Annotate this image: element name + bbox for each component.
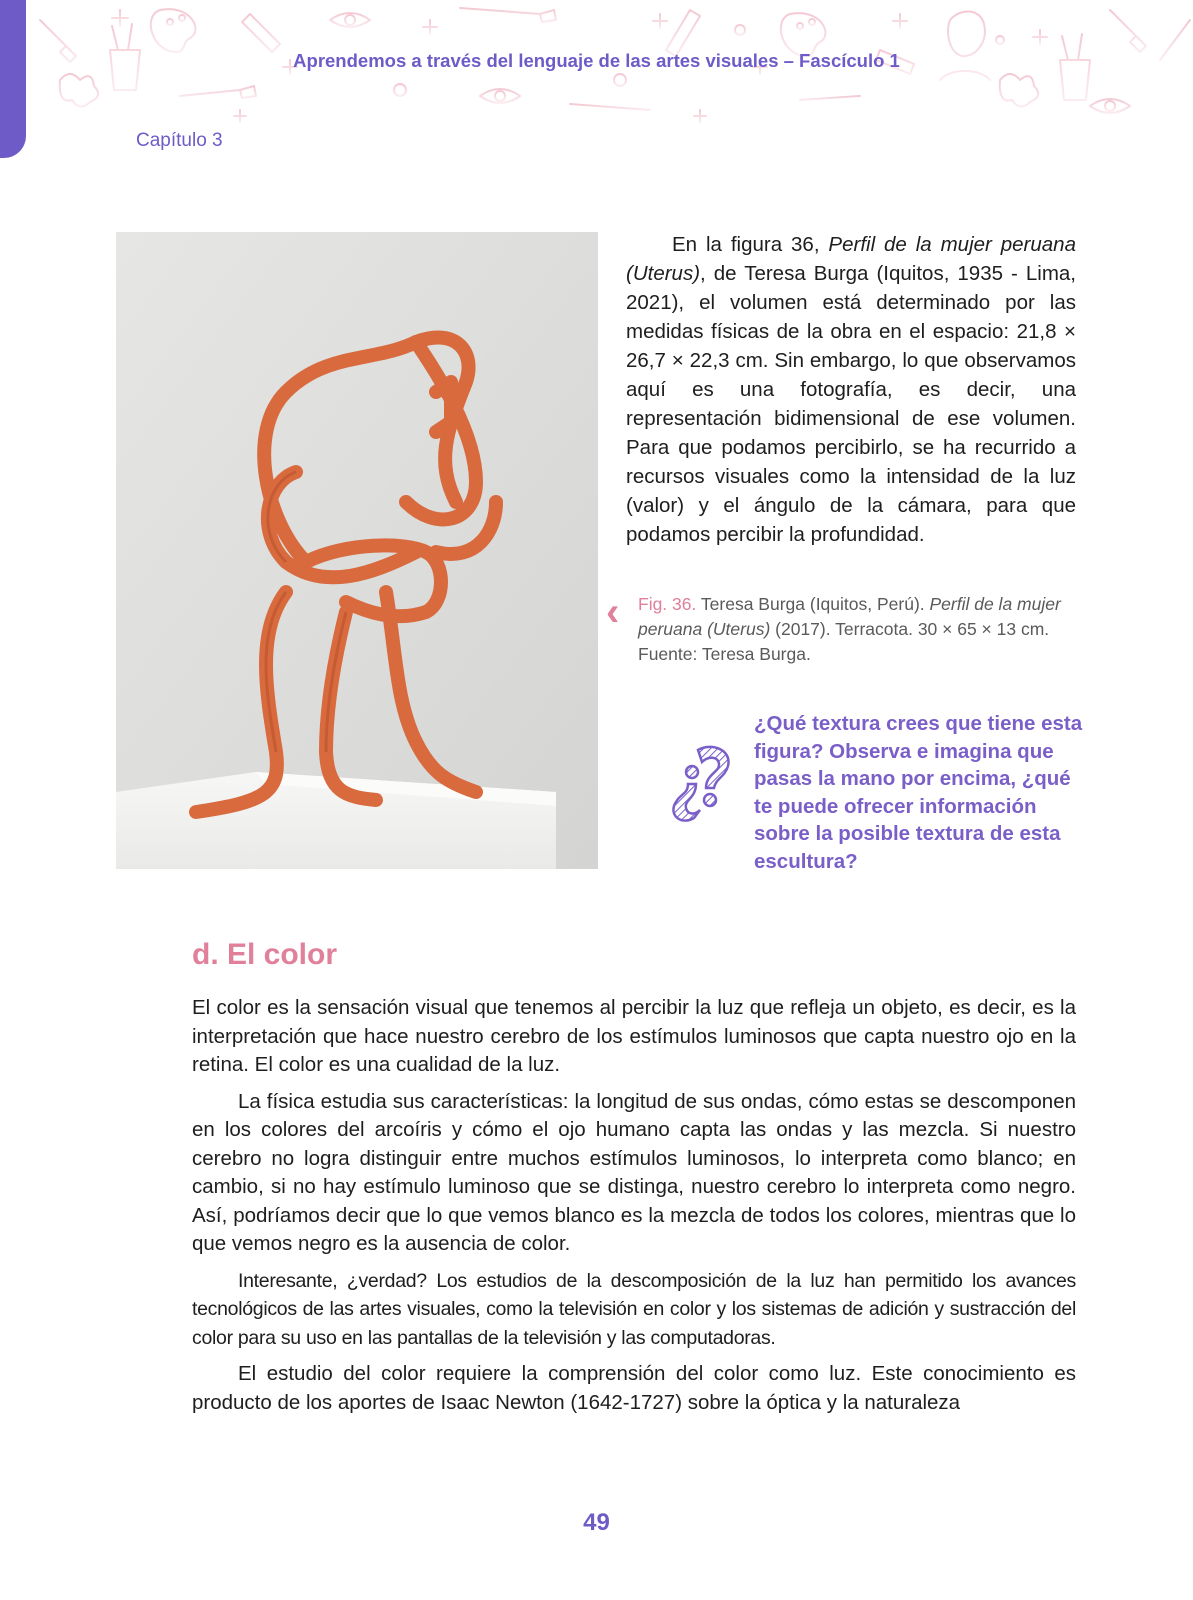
figure-label: Fig. 36.	[638, 594, 697, 614]
section-title: d. El color	[192, 938, 338, 971]
caption-details: (2017). Terracota. 30 × 65 × 13 cm. Fuente: Teresa Burga.	[638, 619, 1050, 664]
intro-text-start: En la figura 36,	[672, 233, 829, 256]
intro-paragraph	[626, 230, 1076, 549]
section-body	[192, 994, 1076, 1425]
eye-doodle-1	[330, 13, 370, 27]
brush-doodle-7	[800, 96, 860, 100]
brush-doodle-6	[570, 104, 650, 110]
paragraph-4: El estudio del color requiere la comprensión del color como luz. Este conocimiento es producto de los aportes de Isaac Newton (1642-1727) sobre la óptica y la naturaleza	[192, 1362, 1076, 1414]
publication-title: Aprendemos a través del lenguaje de las artes visuales – Fascículo 1	[293, 50, 900, 71]
paragraph-2: La física estudia sus características: la longitud de sus ondas, cómo estas se descomponen en los colores del arcoíris y cómo el ojo humano capta las ondas y las mezcla. Si nuestro cerebro no logra distinguir entre muchos estímulos luminosos, lo interpreta como blanco; en cambio, si no hay estímulo luminoso que se distinga, nuestro cerebro lo interpreta como negro. Así, podríamos decir que lo que vemos blanco es la mezcla de todos los colores, mientras que lo que vemos negro es la ausencia de color.	[192, 1089, 1076, 1255]
splash-doodle-1	[60, 74, 98, 107]
intro-text-rest: , de Teresa Burga (Iquitos, 1935 - Lima, 2021), el volumen está determinado por las medidas físicas de la obra en el espacio: 21,8 × 26,7 × 22,3 cm. Sin embargo, lo que observamos aquí es una fotografía, es decir, una representación bidimensional de ese volumen. Para que podamos percibirlo, se ha recurrido a recursos visuales como la intensidad de la luz (valor) y el ángulo de la cámara, para que podamos percibir la profundidad.	[626, 262, 1076, 546]
paragraph-3: Interesante, ¿verdad? Los estudios de la descomposición de la luz han permitido los avances tecnológicos de las artes visuales, como la televisión en color y los sistemas de adición y sustracción del color para su uso en las pantallas de la televisión y las computadoras.	[192, 1269, 1076, 1349]
reflection-question: ¿Qué textura crees que tiene esta figura? Observa e imagina que pasas la mano por encima, ¿qué te puede ofrecer información sobre la posible textura de esta escultura?	[754, 712, 1083, 873]
figure-caption	[638, 592, 1078, 667]
brush-doodle-2	[460, 8, 556, 22]
page-number: 49	[583, 1509, 610, 1536]
chapter-side-tab	[0, 0, 26, 158]
palette-doodle-1	[151, 9, 196, 52]
brush-doodle-5	[180, 86, 256, 98]
sculpture-photo	[116, 232, 598, 869]
question-marks-icon	[672, 744, 736, 833]
caption-chevron-left-icon: ‹	[606, 590, 620, 634]
caption-work-title: Perfil de la mujer peruana (Uterus)	[638, 594, 1061, 639]
eye-doodle-2	[480, 89, 520, 103]
brush-doodle-3	[1110, 10, 1146, 52]
eye-doodle-3	[1090, 99, 1130, 113]
splash-doodle-2	[1000, 74, 1038, 107]
caption-author: Teresa Burga (Iquitos, Perú).	[696, 594, 930, 614]
paragraph-1: El color es la sensación visual que tenemos al percibir la luz que refleja un objeto, es decir, es la interpretación que hace nuestro cerebro de los estímulos luminosos que capta nuestro ojo en la retina. El color es una cualidad de la luz.	[192, 996, 1076, 1076]
artwork-title: Perfil de la mujer peruana (Uterus)	[626, 233, 1076, 285]
chapter-label: Capítulo 3	[136, 130, 223, 151]
